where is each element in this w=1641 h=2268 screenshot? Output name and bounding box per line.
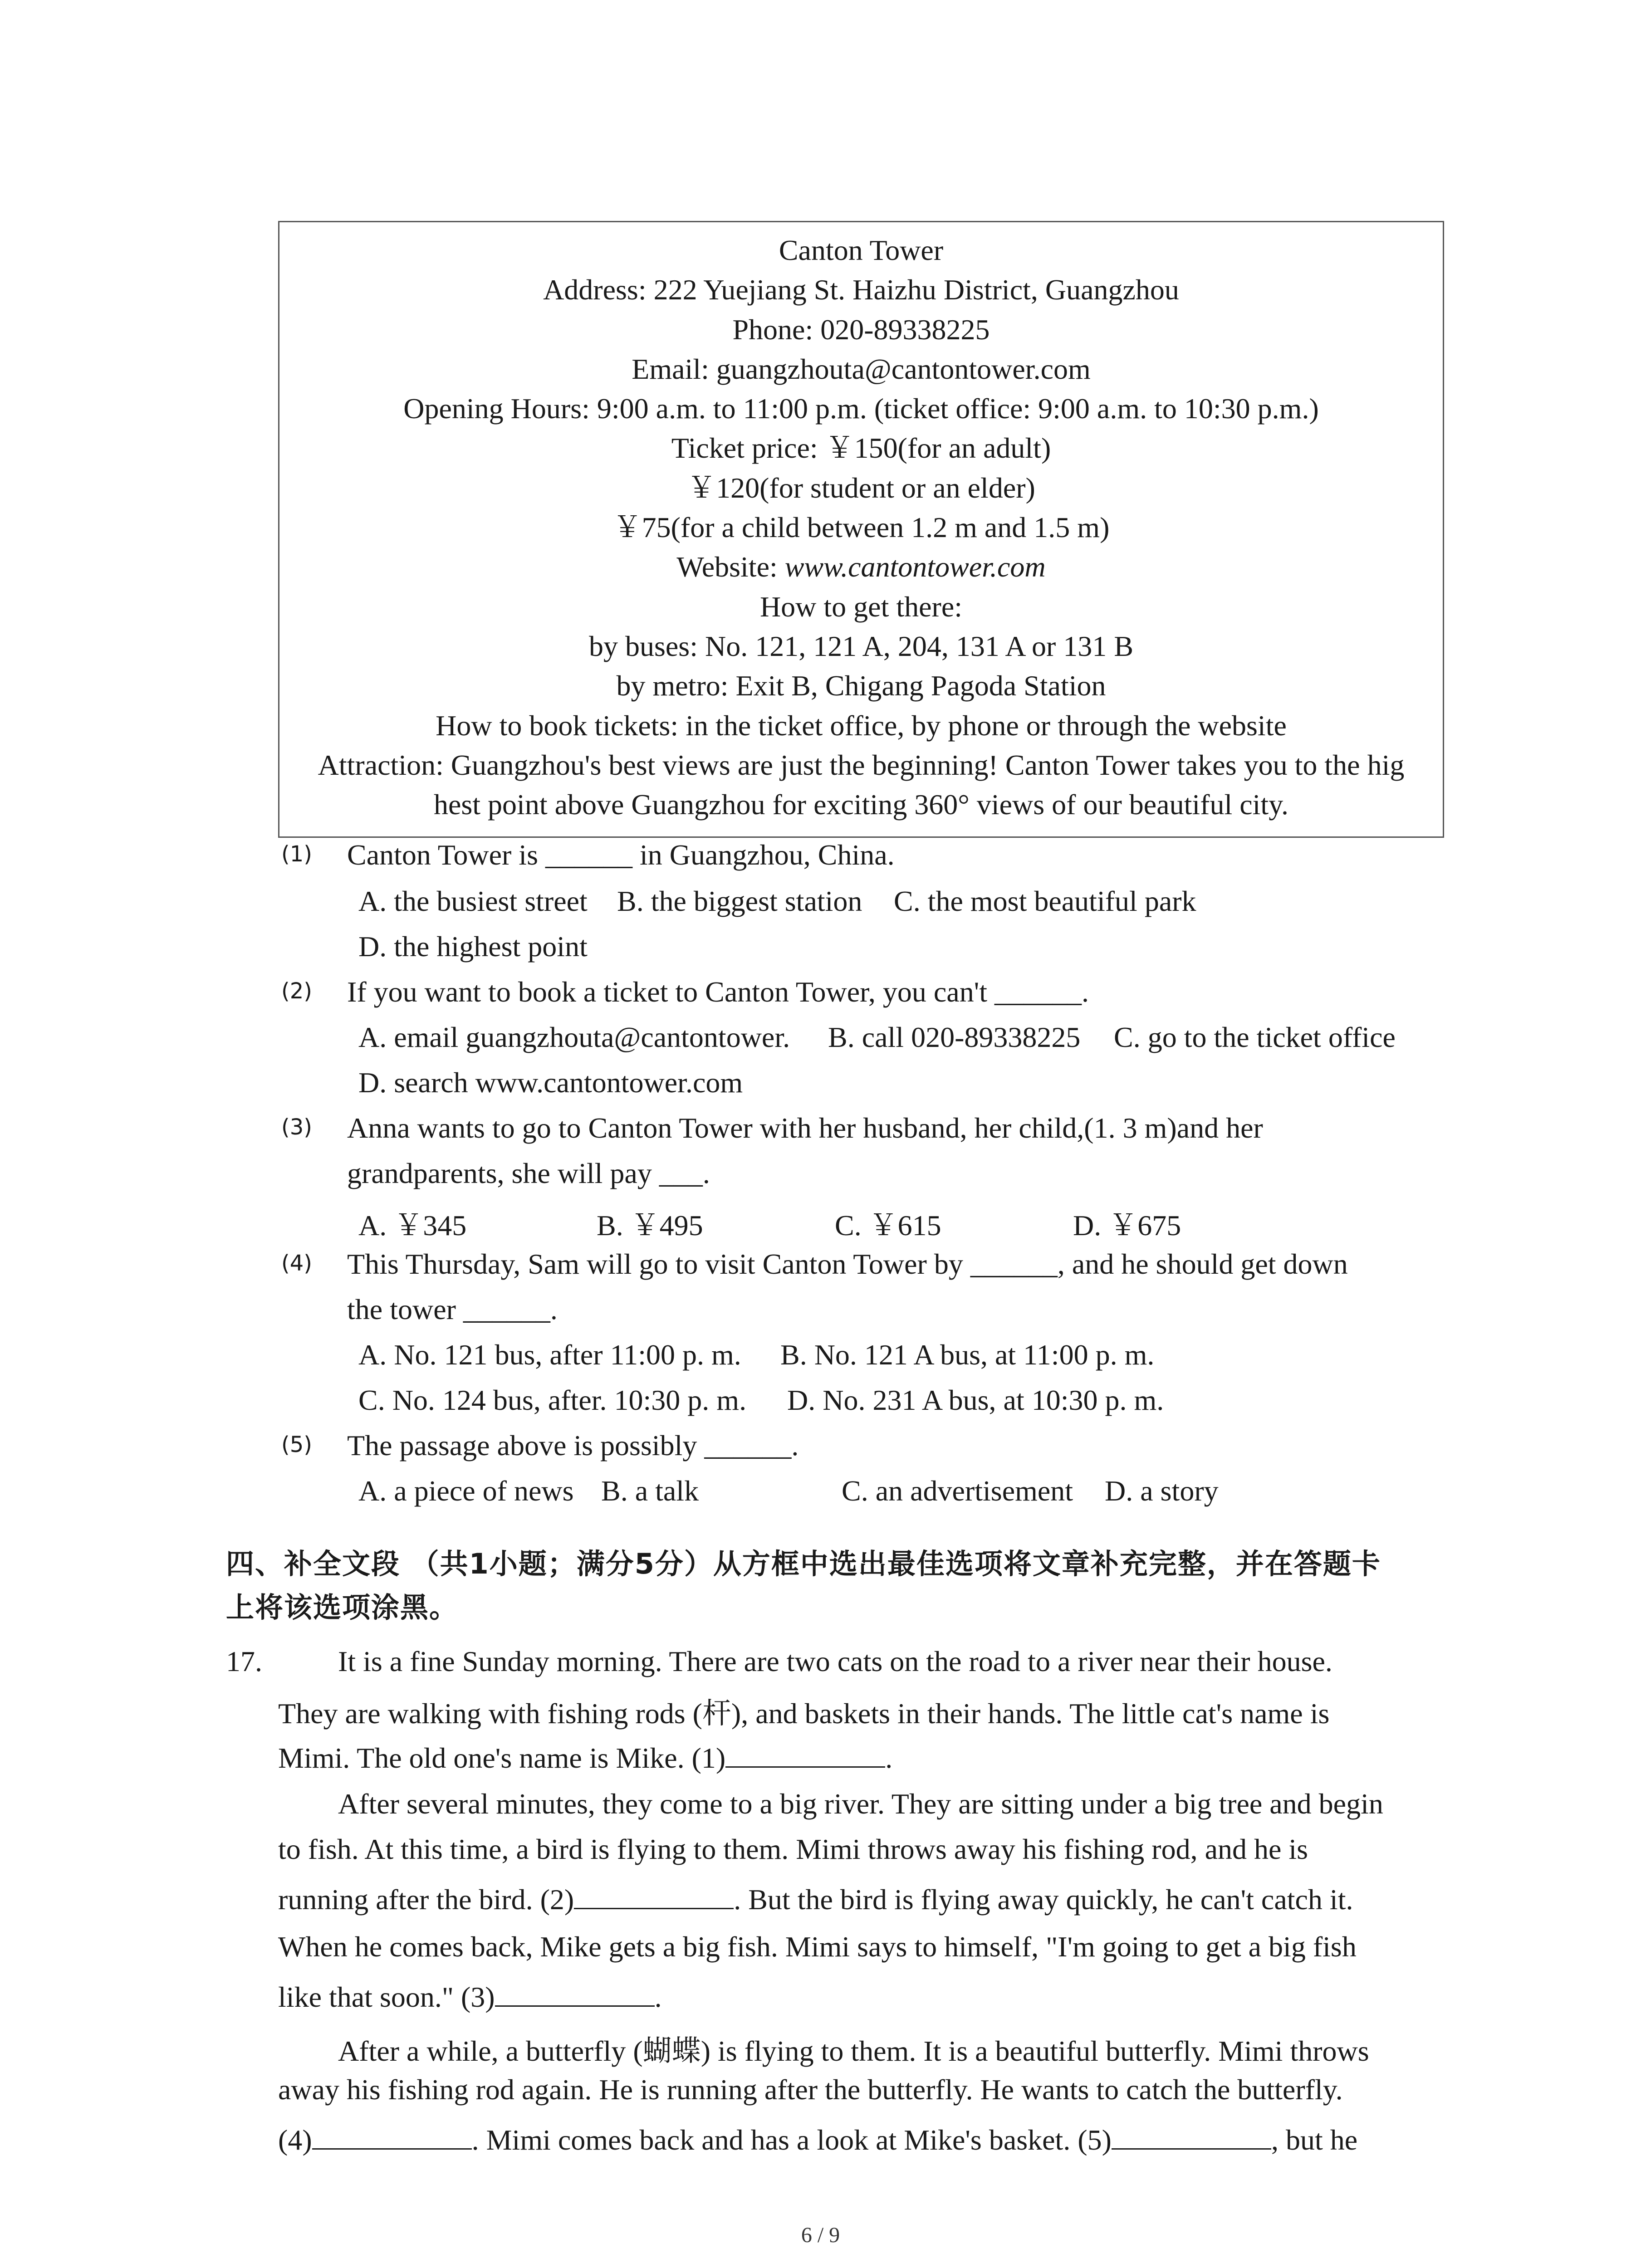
question-stem: This Thursday, Sam will go to visit Canton Tower by ______, and he should get down: [347, 1248, 1348, 1280]
passage-text: Mimi. The old one's name is Mike. (1): [278, 1742, 726, 1774]
question-stem: Anna wants to go to Canton Tower with her husband, her child,(1. 3 m)and her: [347, 1112, 1263, 1144]
option-b: B. call 020-89338225: [828, 1021, 1081, 1053]
option-c: C. an advertisement: [842, 1475, 1073, 1507]
question-number: (3): [281, 1114, 312, 1140]
option-b: B. No. 121 A bus, at 11:00 p. m.: [780, 1339, 1155, 1371]
box-address: Address: 222 Yuejiang St. Haizhu District, Guangzhou: [543, 274, 1179, 306]
passage-line: [278, 1882, 1353, 1916]
blank-2: [574, 1882, 734, 1909]
passage-number: 17.: [226, 1645, 262, 1677]
passage-line: away his fishing rod again. He is running after the butterfly. He wants to catch the butterfly.: [278, 2073, 1343, 2106]
box-phone: Phone: 020-89338225: [732, 313, 990, 346]
passage-line: When he comes back, Mike gets a big fish. Mimi says to himself, "I'm going to get a big fish: [278, 1931, 1357, 1963]
passage-line: After a while, a butterfly (蝴蝶) is flying to them. It is a beautiful butterfly. Mimi throws: [338, 2035, 1369, 2067]
option-d: D. a story: [1105, 1475, 1219, 1507]
option-c: C. No. 124 bus, after. 10:30 p. m.: [358, 1384, 747, 1416]
passage-text: . But the bird is flying away quickly, he can't catch it.: [734, 1883, 1353, 1916]
question-number: (5): [281, 1432, 312, 1457]
question-stem-cont: the tower ______.: [347, 1293, 558, 1325]
passage-text: . Mimi comes back and has a look at Mike's basket. (5): [471, 2124, 1112, 2156]
option-b: B. a talk: [601, 1475, 699, 1507]
box-title: Canton Tower: [779, 234, 944, 266]
question-stem: Canton Tower is ______ in Guangzhou, China.: [347, 839, 895, 871]
option-b: B. ￥495: [597, 1209, 703, 1242]
option-a: A. No. 121 bus, after 11:00 p. m.: [358, 1339, 741, 1371]
option-b: B. the biggest station: [617, 885, 862, 917]
section-heading: 四、补全文段 （共1小题；满分5分）从方框中选出最佳选项将文章补充完整，并在答题卡: [226, 1547, 1381, 1580]
box-how-to-get: How to get there:: [759, 590, 963, 623]
passage-line: [278, 1741, 892, 1775]
question-stem: If you want to book a ticket to Canton Tower, you can't ______.: [347, 976, 1089, 1008]
box-website: [279, 547, 1443, 587]
question-stem-cont: grandparents, she will pay ___.: [347, 1157, 710, 1189]
box-buses: by buses: No. 121, 121 A, 204, 131 A or 131 B: [588, 630, 1134, 662]
passage-text: like that soon." (3): [278, 1981, 495, 2013]
option-a: A. ￥345: [358, 1209, 467, 1242]
website-url: www.cantontower.com: [784, 551, 1046, 583]
blank-3: [495, 1980, 655, 2007]
option-d: D. search www.cantontower.com: [358, 1066, 743, 1099]
blank-4: [312, 2123, 472, 2150]
option-c: C. go to the ticket office: [1114, 1021, 1396, 1053]
passage-line: After several minutes, they come to a big river. They are sitting under a big tree and begin: [338, 1788, 1383, 1820]
passage-line: [278, 2123, 1357, 2157]
option-a: A. a piece of news: [358, 1475, 574, 1507]
website-label: Website:: [676, 551, 785, 583]
box-attraction-1: Attraction: Guangzhou's best views are just the beginning! Canton Tower takes you to the hig: [318, 748, 1405, 781]
passage-line: They are walking with fishing rods (杆), and baskets in their hands. The little cat's name is: [278, 1697, 1330, 1730]
info-box: [278, 221, 1444, 838]
option-a: A. email guangzhouta@cantontower.: [358, 1021, 790, 1053]
passage-line: It is a fine Sunday morning. There are two cats on the road to a river near their house.: [338, 1645, 1332, 1677]
question-number: (4): [281, 1251, 312, 1276]
passage-text: , but he: [1271, 2124, 1358, 2156]
option-c: C. the most beautiful park: [894, 885, 1196, 917]
option-d: D. the highest point: [358, 930, 588, 963]
box-booking: How to book tickets: in the ticket office, by phone or through the website: [436, 709, 1287, 742]
passage-line: to fish. At this time, a bird is flying to them. Mimi throws away his fishing rod, and he is: [278, 1833, 1308, 1865]
section-heading-cont: 上将该选项涂黑。: [226, 1591, 459, 1624]
box-email: Email: guangzhouta@cantontower.com: [632, 352, 1091, 385]
passage-text: (4): [278, 2124, 312, 2156]
box-price-child: ￥75(for a child between 1.2 m and 1.5 m): [612, 511, 1110, 544]
option-a: A. the busiest street: [358, 885, 588, 917]
option-d: D. ￥675: [1073, 1209, 1181, 1242]
box-attraction-2: hest point above Guangzhou for exciting 360° views of our beautiful city.: [433, 788, 1289, 821]
page-number: 6 / 9: [801, 2223, 840, 2247]
passage-text: running after the bird. (2): [278, 1883, 574, 1916]
passage-text: .: [885, 1742, 893, 1774]
box-price-adult: Ticket price: ￥150(for an adult): [671, 432, 1051, 464]
box-hours: Opening Hours: 9:00 a.m. to 11:00 p.m. (ticket office: 9:00 a.m. to 10:30 p.m.): [403, 392, 1319, 425]
passage-line: [278, 1980, 662, 2014]
option-d: D. No. 231 A bus, at 10:30 p. m.: [787, 1384, 1164, 1416]
question-stem: The passage above is possibly ______.: [347, 1429, 799, 1461]
question-number: (2): [281, 978, 312, 1004]
blank-1: [725, 1741, 885, 1768]
question-number: (1): [281, 841, 312, 867]
blank-5: [1112, 2123, 1271, 2150]
option-c: C. ￥615: [835, 1209, 941, 1242]
box-price-student: ￥120(for student or an elder): [687, 471, 1035, 504]
box-metro: by metro: Exit B, Chigang Pagoda Station: [616, 670, 1106, 702]
passage-text: .: [654, 1981, 662, 2013]
